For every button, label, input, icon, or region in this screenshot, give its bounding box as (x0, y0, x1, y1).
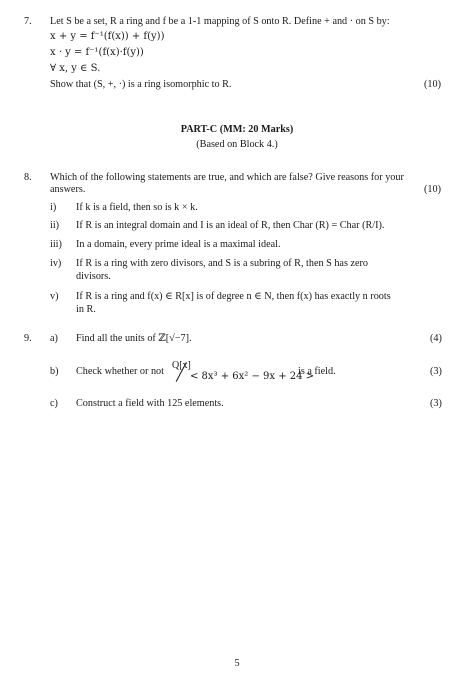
q9b-marks: (3) (430, 366, 442, 377)
q8-number: 8. (24, 172, 32, 183)
q8-item-label: i) (50, 202, 57, 213)
q8-item-text-continued: divisors. (76, 271, 111, 282)
q8-item-text: If R is an integral domain and I is an ideal of R, then Char (R) = Char (R/I). (76, 220, 385, 231)
q7-eq-multiplication: x · y = f⁻¹(f(x)·f(y)) (50, 47, 144, 58)
q8-item-text-continued: in R. (76, 304, 96, 315)
q7-intro: Let S be a set, R a ring and f be a 1-1 mapping of S onto R. Define + and · on S by: (50, 16, 390, 27)
q9a-text: Find all the units of ℤ[√−7]. (76, 333, 192, 344)
q7-forall: ∀ x, y ∈ S. (50, 63, 101, 74)
q8-marks: (10) (424, 184, 441, 195)
q7-number: 7. (24, 16, 32, 27)
q7-eq-addition: x + y = f⁻¹(f(x)) + f(y)) (50, 31, 165, 42)
q9b-text-after: is a field. (298, 366, 336, 377)
q8-item-text: If R is a ring and f(x) ∈ R[x] is of degree n ∈ N, then f(x) has exactly n roots (76, 291, 391, 302)
q8-item-label: ii) (50, 220, 60, 231)
q8-item-label: v) (50, 291, 59, 302)
q9b-text-before: Check whether or not (76, 366, 164, 377)
q9c-text: Construct a field with 125 elements. (76, 398, 224, 409)
q8-item-text: In a domain, every prime ideal is a maximal ideal. (76, 239, 281, 250)
q9b-label: b) (50, 366, 59, 377)
page-number: 5 (234, 658, 240, 669)
q8-item-label: iii) (50, 239, 62, 250)
q7-show: Show that (S, +, ·) is a ring isomorphic to R. (50, 79, 232, 90)
q8-item-text: If R is a ring with zero divisors, and S is a subring of R, then S has zero (76, 258, 369, 269)
q8-intro-line2: answers. (50, 184, 86, 195)
q9-number: 9. (24, 333, 32, 344)
q8-item-text: If k is a field, then so is k × k. (76, 202, 198, 213)
fraction-numerator: Q[x] (172, 360, 191, 371)
fraction-denominator: < 8x³ + 6x² − 9x + 24 > (190, 371, 315, 382)
q7-marks: (10) (424, 79, 441, 90)
q8-intro-line1: Which of the following statements are true, and which are false? Give reasons for your (50, 172, 404, 183)
q9c-label: c) (50, 398, 58, 409)
q9c-marks: (3) (430, 398, 442, 409)
q9a-marks: (4) (430, 333, 442, 344)
part-c-title: PART-C (MM: 20 Marks) (180, 124, 294, 135)
part-c-subtitle: (Based on Block 4.) (196, 139, 278, 150)
q9a-label: a) (50, 333, 58, 344)
q8-item-label: iv) (50, 258, 62, 269)
